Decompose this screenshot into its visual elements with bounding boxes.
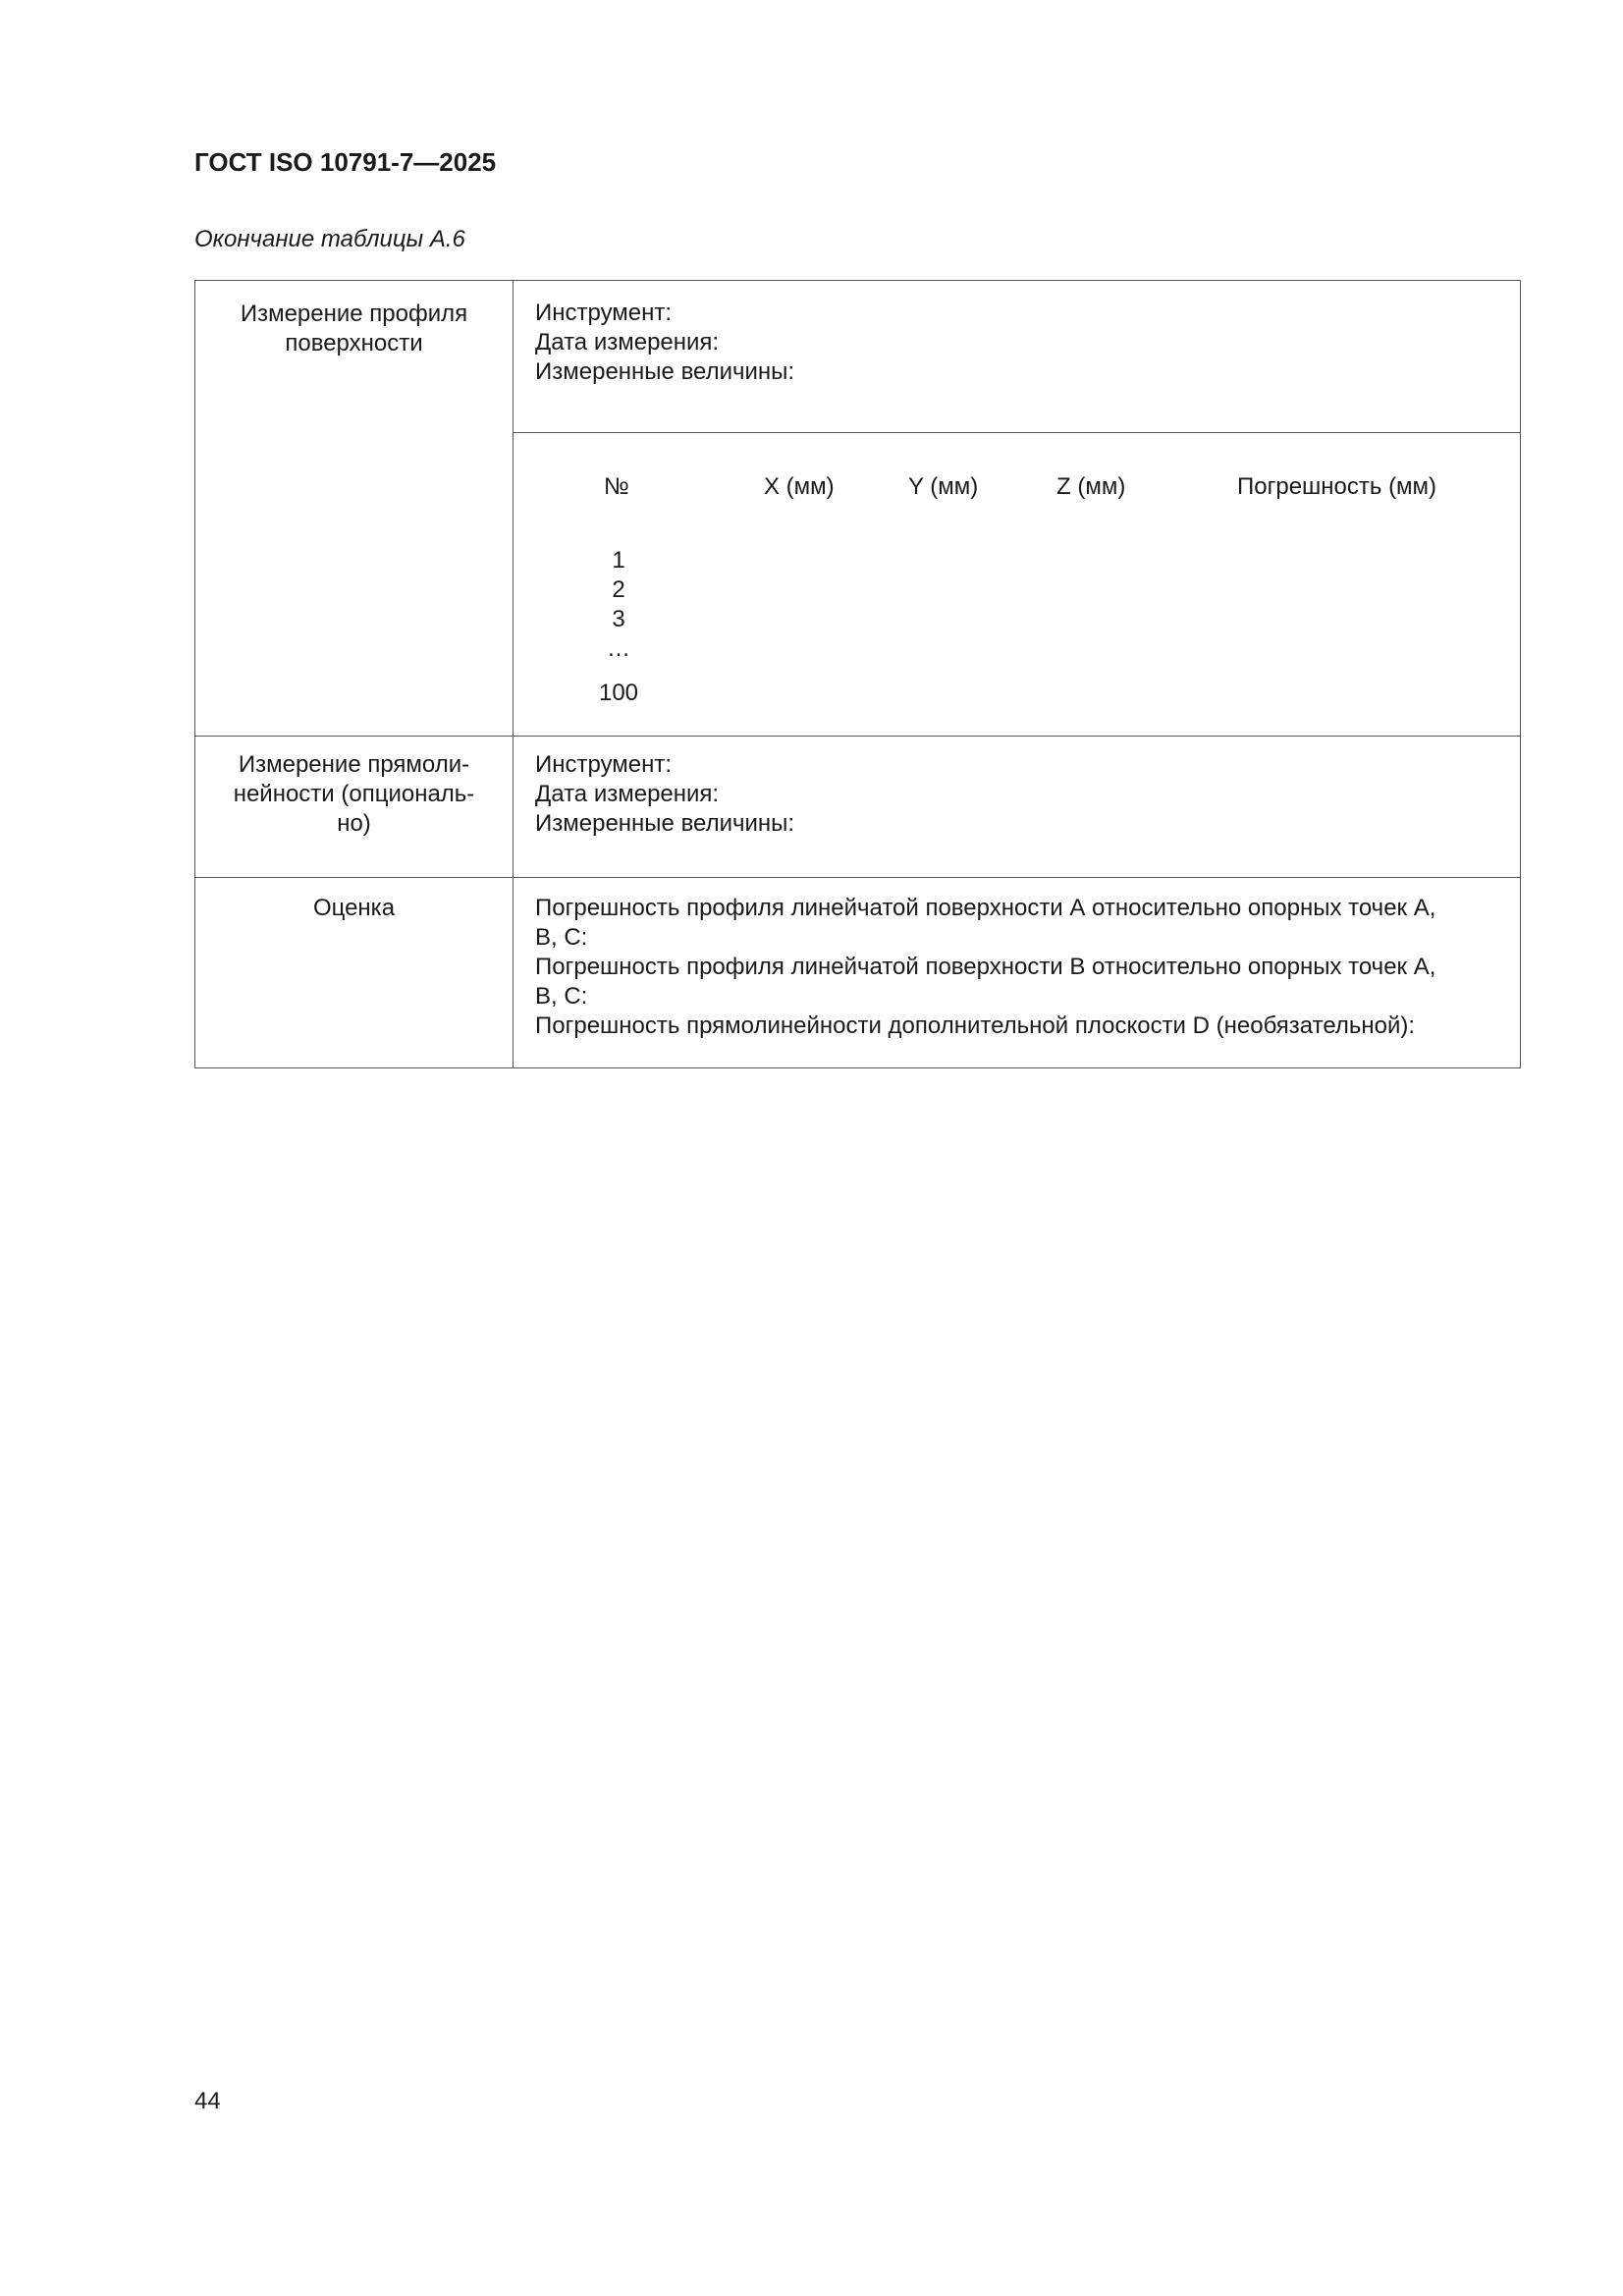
header-number: № [604, 473, 629, 500]
label-line: Оценка [312, 895, 396, 921]
evaluation-line: Погрешность прямолинейности дополнительной плоскости D (необязательной): [535, 1012, 1416, 1039]
evaluation-line: Погрешность профиля линейчатой поверхности А относительно опорных точек А, [535, 895, 1436, 921]
row-number: 3 [612, 606, 625, 632]
row-number: 2 [612, 576, 625, 603]
header-x: X (мм) [764, 473, 835, 500]
page-number: 44 [194, 2088, 221, 2114]
table-row-evaluation [195, 878, 1521, 1068]
straightness-label [195, 737, 514, 878]
label-line: поверхности [285, 330, 423, 356]
header-z: Z (мм) [1056, 473, 1126, 500]
instrument-field: Инструмент: [535, 751, 673, 778]
row-numbers [584, 546, 653, 664]
measurement-grid [514, 433, 1520, 736]
evaluation-line: В, С: [535, 924, 588, 951]
evaluation-label [195, 878, 514, 1068]
date-field: Дата измерения: [535, 781, 720, 807]
label-line: нейности (опциональ- [233, 781, 475, 807]
row-number: 1 [612, 547, 625, 574]
header-error: Погрешность (мм) [1237, 473, 1437, 500]
date-field: Дата измерения: [535, 329, 720, 355]
measured-values-field: Измеренные величины: [535, 810, 795, 837]
table-row-straightness [195, 737, 1521, 878]
profile-measurement-fields [514, 281, 1521, 433]
document-code: ГОСТ ISO 10791-7—2025 [194, 147, 497, 177]
measurement-form-table [194, 280, 1521, 1068]
label-line: Измерение профиля [240, 301, 468, 327]
evaluation-line: Погрешность профиля линейчатой поверхности В относительно опорных точек А, [535, 954, 1436, 980]
row-number: 100 [598, 680, 639, 706]
evaluation-text [514, 878, 1521, 1068]
instrument-field: Инструмент: [535, 300, 673, 326]
table-row-profile-measurement [195, 281, 1521, 433]
measured-values-field: Измеренные величины: [535, 358, 795, 385]
table-caption: Окончание таблицы А.6 [194, 226, 465, 252]
measurement-grid-cell [514, 433, 1521, 737]
profile-measurement-label [195, 281, 514, 737]
row-ellipsis: … [607, 635, 630, 662]
header-y: Y (мм) [908, 473, 979, 500]
label-line: но) [337, 810, 371, 837]
evaluation-line: В, С: [535, 983, 588, 1010]
label-line: Измерение прямоли- [238, 751, 470, 778]
row-last [584, 679, 653, 708]
straightness-fields [514, 737, 1521, 878]
